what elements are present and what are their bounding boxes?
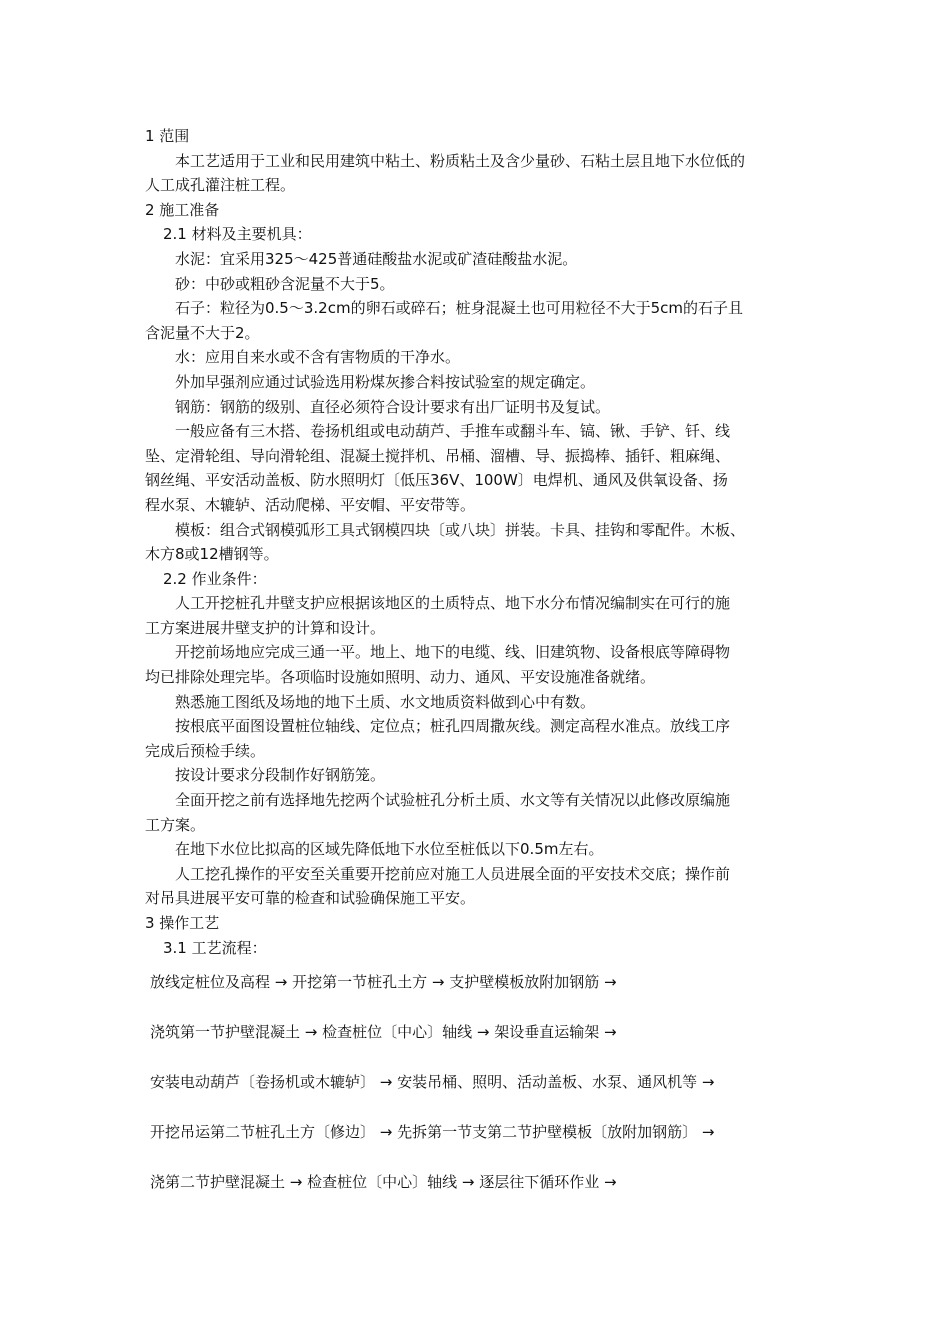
text-line: 人工开挖桩孔井壁支护应根据该地区的土质特点、地下水分布情况编制实在可行的施 — [175, 594, 731, 613]
text-line: 程水泵、木辘轳、活动爬梯、平安帽、平安带等。 — [145, 495, 476, 514]
text-line: 熟悉施工图纸及场地的地下土质、水文地质资料做到心中有数。 — [175, 692, 596, 711]
text-line: 砂：中砂或粗砂含泥量不大于5。 — [175, 274, 395, 293]
text-line: 钢丝绳、平安活动盖板、防水照明灯〔低压36V、100W〕电焊机、通风及供氧设备、扬 — [145, 471, 728, 490]
flow-step-line: 放线定桩位及高程 → 开挖第一节桩孔土方 → 支护壁模板放附加钢筋 → — [150, 973, 617, 992]
section-heading: 2 施工准备 — [145, 200, 220, 219]
text-line: 坠、定滑轮组、导向滑轮组、混凝土搅拌机、吊桶、溜槽、导、振捣棒、插钎、粗麻绳、 — [145, 446, 731, 465]
text-line: 水泥：宜采用325～425普通硅酸盐水泥或矿渣硅酸盐水泥。 — [175, 249, 578, 268]
text-line: 模板：组合式钢模弧形工具式钢模四块〔或八块〕拼装。卡具、挂钩和零配件。木板、 — [175, 520, 746, 539]
subsection-heading: 2.2 作业条件： — [163, 569, 267, 588]
text-line: 人工挖孔操作的平安至关重要开挖前应对施工人员进展全面的平安技术交底；操作前 — [175, 864, 731, 883]
text-line: 人工成孔灌注桩工程。 — [145, 176, 296, 195]
document-page — [145, 124, 810, 1220]
flow-step-line: 浇筑第一节护壁混凝土 → 检查桩位〔中心〕轴线 → 架设垂直运输架 → — [150, 1023, 617, 1042]
text-line: 本工艺适用于工业和民用建筑中粘土、粉质粘土及含少量砂、石粘土层且地下水位低的 — [175, 151, 746, 170]
section-heading: 3 操作工艺 — [145, 914, 220, 932]
flow-step-line: 浇第二节护壁混凝土 → 检查桩位〔中心〕轴线 → 逐层往下循环作业 → — [150, 1173, 617, 1192]
text-line: 开挖前场地应完成三通一平。地上、地下的电缆、线、旧建筑物、设备根底等障碍物 — [175, 643, 731, 662]
text-line: 全面开挖之前有选择地先挖两个试验桩孔分析土质、水文等有关情况以此修改原编施 — [175, 791, 731, 810]
text-line: 均已排除处理完毕。各项临时设施如照明、动力、通风、平安设施准备就绪。 — [145, 668, 656, 687]
text-line: 一般应备有三木搭、卷扬机组或电动葫芦、手推车或翻斗车、镐、锹、手铲、钎、线 — [175, 422, 731, 441]
text-line: 水：应用自来水或不含有害物质的干净水。 — [175, 348, 461, 367]
text-line: 在地下水位比拟高的区域先降低地下水位至桩低以下0.5m左右。 — [175, 840, 604, 859]
text-line: 含泥量不大于2。 — [145, 323, 260, 342]
document-body — [145, 124, 810, 960]
process-flow — [145, 970, 810, 1220]
text-line: 按设计要求分段制作好钢筋笼。 — [175, 766, 386, 785]
text-line: 按根底平面图设置桩位轴线、定位点；桩孔四周撒灰线。测定高程水准点。放线工序 — [175, 717, 731, 736]
text-line: 工方案进展井壁支护的计算和设计。 — [145, 618, 386, 637]
text-line: 石子：粒径为0.5～3.2cm的卵石或碎石；桩身混凝土也可用粒径不大于5cm的石子且 — [175, 299, 743, 318]
text-line: 对吊具进展平安可靠的检查和试验确保施工平安。 — [145, 889, 476, 908]
text-line: 木方8或12槽钢等。 — [145, 545, 279, 564]
flow-step-line: 安装电动葫芦〔卷扬机或木辘轳〕 → 安装吊桶、照明、活动盖板、水泵、通风机等 → — [150, 1073, 715, 1092]
section-heading: 1 范围 — [145, 127, 190, 145]
text-line: 钢筋：钢筋的级别、直径必须符合设计要求有出厂证明书及复试。 — [175, 397, 611, 416]
text-line: 外加早强剂应通过试验选用粉煤灰掺合料按试验室的规定确定。 — [175, 372, 596, 391]
flow-step-line: 开挖吊运第二节桩孔土方〔修边〕 → 先拆第一节支第二节护壁模板〔放附加钢筋〕 → — [150, 1123, 715, 1142]
text-line: 完成后预检手续。 — [145, 741, 266, 760]
subsection-heading: 2.1 材料及主要机具： — [163, 225, 312, 244]
text-line: 工方案。 — [145, 815, 206, 834]
subsection-heading: 3.1 工艺流程： — [163, 938, 267, 957]
